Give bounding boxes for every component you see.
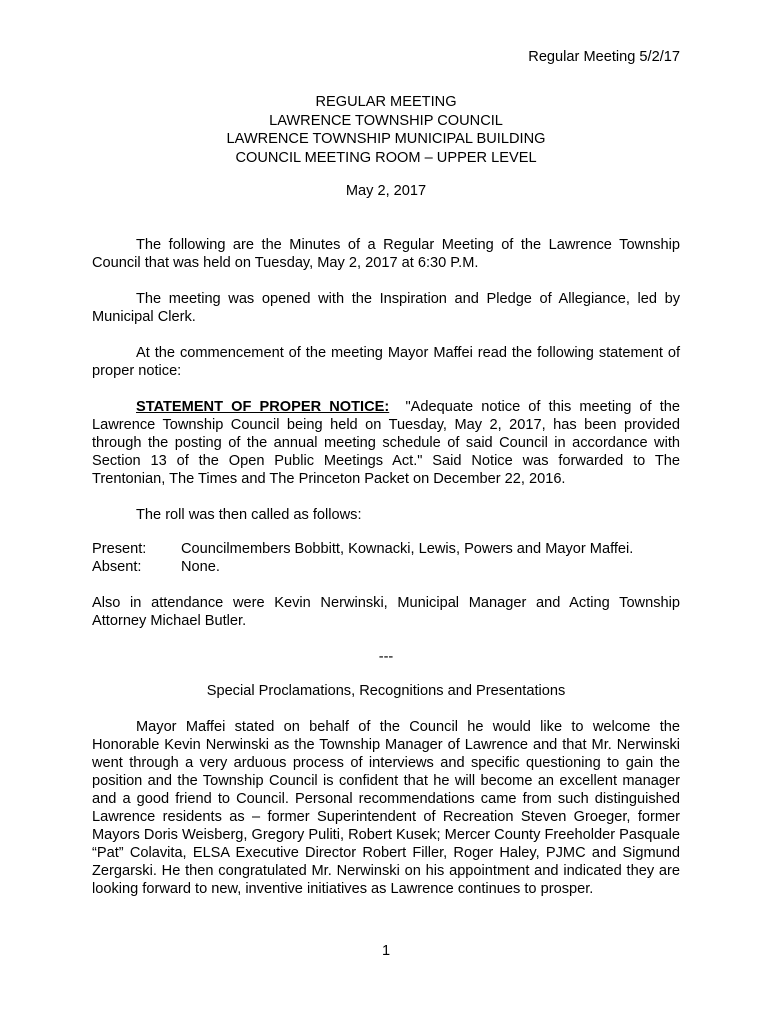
roll-intro-paragraph: The roll was then called as follows: bbox=[136, 507, 362, 523]
title-line: REGULAR MEETING bbox=[315, 94, 457, 110]
title-line: LAWRENCE TOWNSHIP MUNICIPAL BUILDING bbox=[226, 131, 546, 147]
proper-notice-text: "Adequate notice of this meeting of the Lawrence Township Council being held on Tuesday, May 2, 2017, has been provided through the posting of the annual meeting schedule of said Council in accordance with Section 13 of the Open Public Meetings Act." Said Notice was forwarded to The Trentonian, The Times and The Princeton Packet on December 22, 2016. bbox=[92, 399, 680, 487]
proclamation-paragraph: Mayor Maffei stated on behalf of the Council he would like to welcome the Honorable Kevin Nerwinski as the Township Manager of Lawrence and that Mr. Nerwinski went through a very arduous process of interviews and specific questioning to gain the position and the Township Council is confident that he will become an excellent manager and a good friend to Council. Personal recommendations came from such distinguished Lawrence residents as – former Superintendent of Recreation Steven Groeger, former Mayors Doris Weisberg, Gregory Puliti, Robert Kusek; Mercer County Freeholder Pasquale “Pat” Colavita, ELSA Executive Director Robert Filler, Roger Haley, PJMC and Sigmund Zergarski. He then congratulated Mr. Nerwinski on his appointment and indicated they are looking forward to new, inventive initiatives as Lawrence continues to prosper. bbox=[92, 719, 680, 897]
roll-call bbox=[92, 540, 680, 576]
running-head: Regular Meeting 5/2/17 bbox=[528, 49, 680, 65]
present-value: Councilmembers Bobbitt, Kownacki, Lewis, Powers and Mayor Maffei. bbox=[181, 541, 634, 557]
present-label: Present: bbox=[92, 541, 147, 557]
absent-value: None. bbox=[181, 559, 220, 575]
title-block bbox=[92, 93, 680, 167]
page-number: 1 bbox=[381, 943, 391, 959]
roll-row-present bbox=[92, 540, 680, 558]
section-separator: --- bbox=[378, 649, 394, 665]
meeting-date: May 2, 2017 bbox=[345, 183, 427, 199]
pledge-paragraph: The meeting was opened with the Inspiration and Pledge of Allegiance, led by Municipal Clerk. bbox=[92, 291, 680, 325]
proper-notice-label: STATEMENT OF PROPER NOTICE: bbox=[136, 399, 390, 415]
attendance-paragraph: Also in attendance were Kevin Nerwinski, Municipal Manager and Acting Township Attorney Michael Butler. bbox=[92, 595, 680, 629]
section-heading: Special Proclamations, Recognitions and Presentations bbox=[206, 683, 566, 699]
notice-intro-paragraph: At the commencement of the meeting Mayor Maffei read the following statement of proper notice: bbox=[92, 345, 680, 379]
minutes-intro-paragraph: The following are the Minutes of a Regular Meeting of the Lawrence Township Council that was held on Tuesday, May 2, 2017 at 6:30 P.M. bbox=[92, 237, 680, 271]
roll-row-absent bbox=[92, 558, 680, 576]
proper-notice-paragraph bbox=[92, 398, 680, 488]
title-line: LAWRENCE TOWNSHIP COUNCIL bbox=[269, 112, 503, 129]
absent-label: Absent: bbox=[92, 559, 142, 575]
title-line: COUNCIL MEETING ROOM – UPPER LEVEL bbox=[235, 149, 537, 166]
